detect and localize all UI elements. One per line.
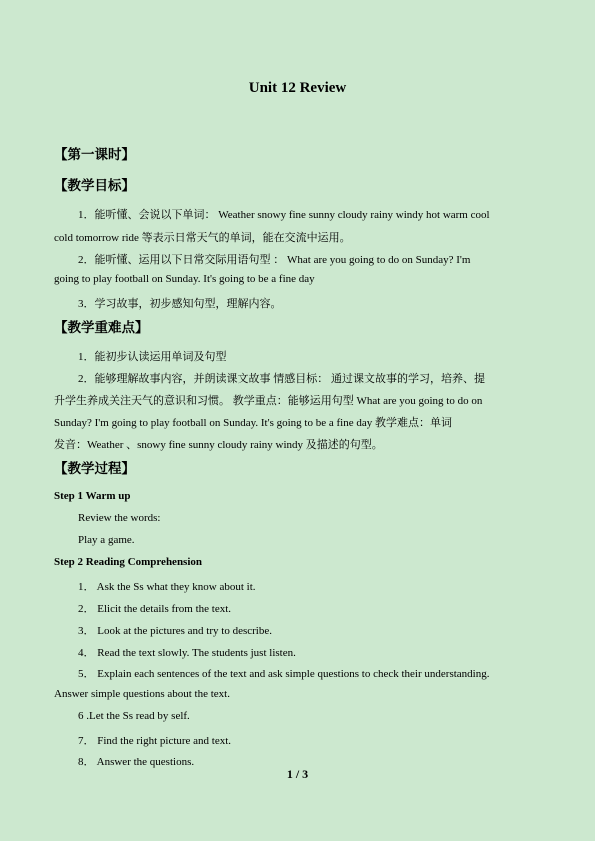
section-keypoints-heading: 【教学重难点】 [54,320,149,335]
goal-line: going to play football on Sunday. It's going to be a fine day [54,273,315,285]
page-title: Unit 12 Review [248,80,347,96]
keypoint-line: Sunday? I'm going to play football on Sunday. It's going to be a fine day 教学难点：单词 [54,417,452,429]
keypoint-line: 升学生养成关注天气的意识和习惯。 教学重点：能够运用句型 What are you going to do on [54,395,483,407]
step2-item: 1． Ask the Ss what they know about it. [78,581,256,593]
goal-line: 2．能听懂、运用以下日常交际用语句型 ： What are you going to do on Sunday? I'm [78,254,471,266]
step2-item: Answer simple questions about the text. [54,688,230,700]
step2-item: 2． Elicit the details from the text. [78,603,232,615]
goal-line: 1．能听懂、会说以下单词： Weather snowy fine sunny cloudy rainy windy hot warm cool [78,209,490,221]
step2-item: 3． Look at the pictures and try to describe. [78,625,272,637]
step1-item: Review the words: [78,512,161,524]
step1-title: Step 1 Warm up [54,490,131,502]
goal-line: cold tomorrow ride 等表示日常天气的单词，能在交流中运用。 [54,232,351,244]
step2-item: 5． Explain each sentences of the text and ask simple questions to check their understanding. [78,668,490,680]
step2-item: 8． Answer the questions. [78,756,195,768]
section-lesson-heading: 【第一课时】 [54,147,135,162]
section-process-heading: 【教学过程】 [54,461,135,476]
page-number: 1 / 3 [286,767,309,781]
step2-item: 7． Find the right picture and text. [78,735,232,747]
step2-item: 6 .Let the Ss read by self. [78,710,190,722]
goal-line: 3．学习故事，初步感知句型，理解内容。 [78,298,282,310]
keypoint-line: 2．能够理解故事内容，并朗读课文故事 情感目标： 通过课文故事的学习，培养、提 [78,373,485,385]
keypoint-line: 发音：Weather 、snowy fine sunny cloudy rainy windy 及描述的句型。 [54,439,383,451]
step1-item: Play a game. [78,534,135,546]
step2-title: Step 2 Reading Comprehension [54,556,203,568]
step2-item: 4． Read the text slowly. The students just listen. [78,647,296,659]
keypoint-line: 1．能初步认读运用单词及句型 [78,351,227,363]
section-goals-heading: 【教学目标】 [54,178,135,193]
